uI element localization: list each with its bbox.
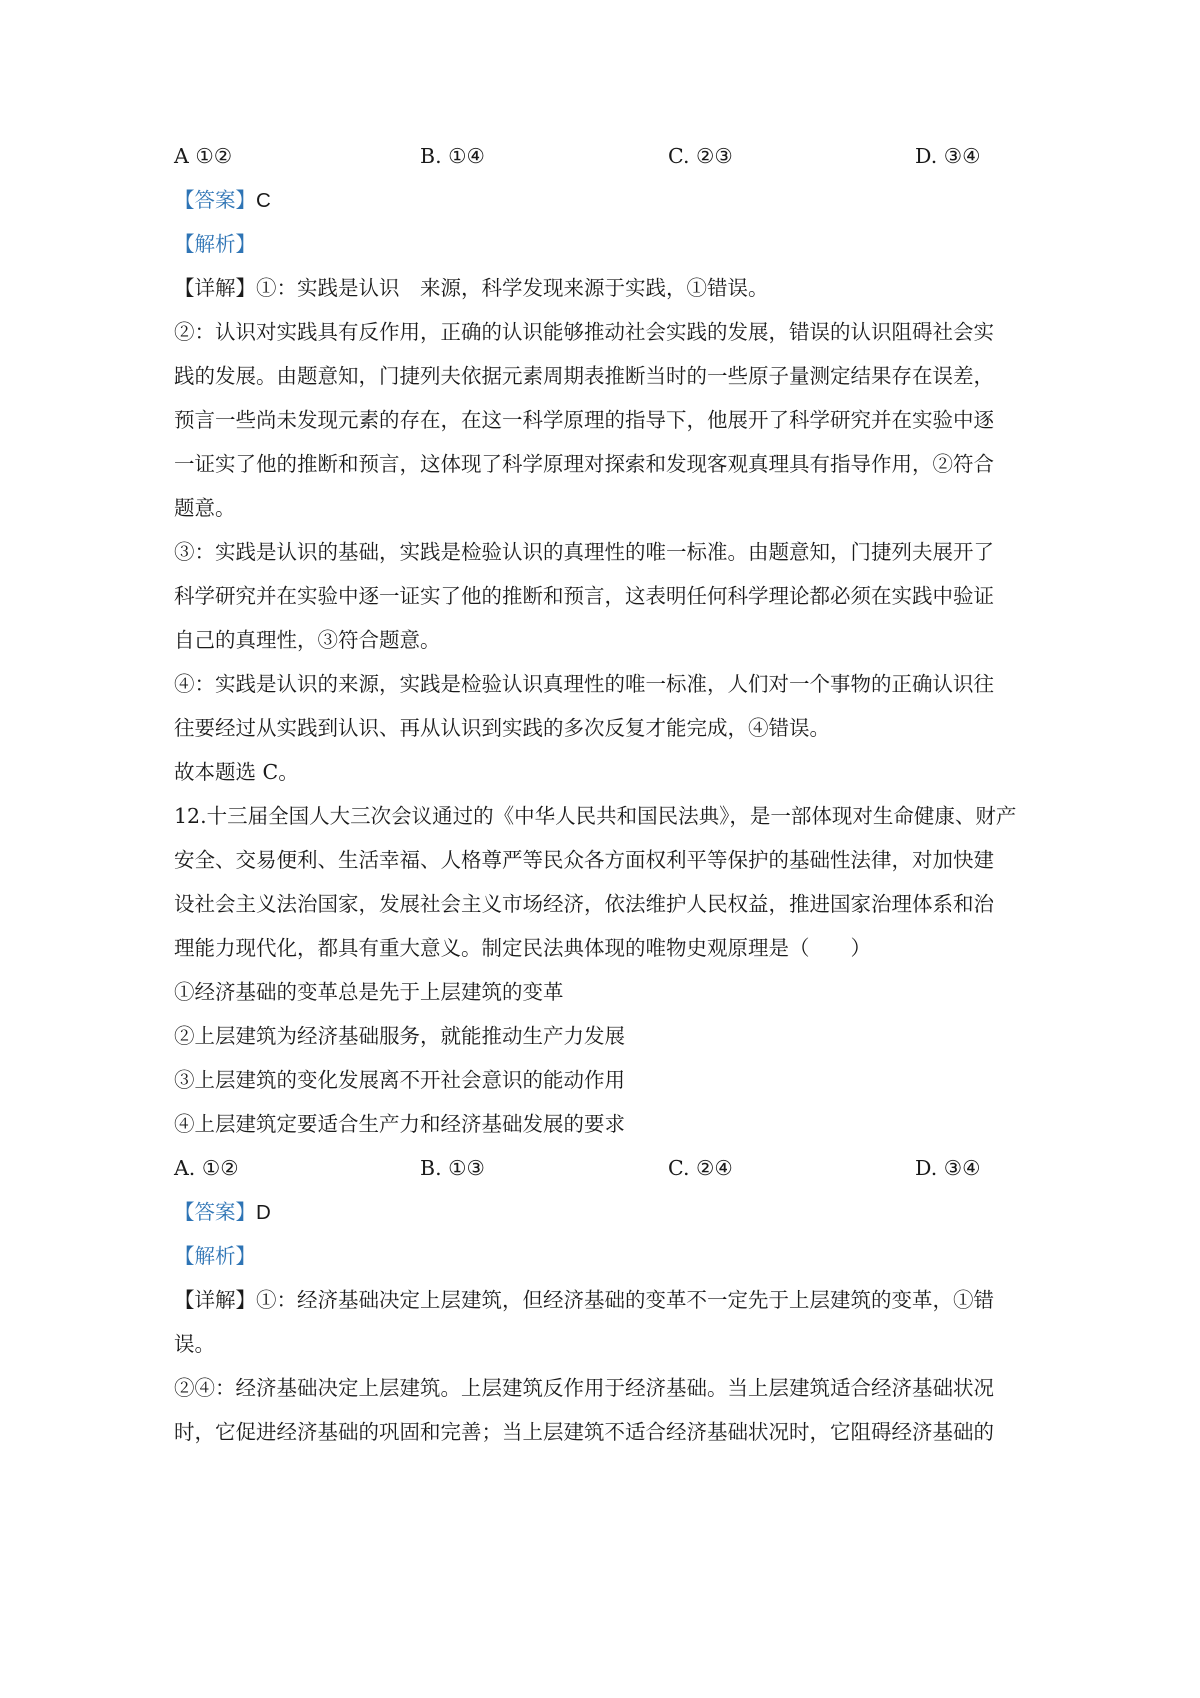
q11-detail-line: ②：认识对实践具有反作用，正确的认识能够推动社会实践的发展，错误的认识阻碍社会实 (174, 320, 994, 344)
q11-option-a: A ①② (174, 144, 233, 168)
q12-analysis-label: 【解析】 (174, 1244, 256, 1268)
q11-detail-line: 【详解】①：实践是认识 来源，科学发现来源于实践，①错误。 (174, 276, 769, 300)
q12-option-c: C. ②④ (668, 1156, 733, 1180)
q12-detail-line: 【详解】①：经济基础决定上层建筑，但经济基础的变革不一定先于上层建筑的变革，①错 (174, 1288, 994, 1312)
q11-detail-line: ③：实践是认识的基础，实践是检验认识的真理性的唯一标准。由题意知，门捷列夫展开了 (174, 540, 994, 564)
q12-answer (174, 1199, 1054, 1226)
q12-option-d: D. ③④ (915, 1156, 981, 1180)
q12-option-b: B. ①③ (420, 1156, 485, 1180)
q11-detail-line: 科学研究并在实验中逐一证实了他的推断和预言，这表明任何科学理论都必须在实践中验证 (174, 584, 994, 608)
q11-detail-line: 往要经过从实践到认识、再从认识到实践的多次反复才能完成，④错误。 (174, 716, 830, 740)
q12-options (174, 1155, 1054, 1181)
q11-analysis-label: 【解析】 (174, 232, 256, 256)
q12-detail-line: 时，它促进经济基础的巩固和完善；当上层建筑不适合经济基础状况时，它阻碍经济基础的 (174, 1420, 994, 1444)
q12-statement-1: ①经济基础的变革总是先于上层建筑的变革 (174, 980, 564, 1004)
answer-label: 【答案】 (174, 1200, 256, 1224)
q12-stem-line: 设社会主义法治国家，发展社会主义市场经济，依法维护人民权益，推进国家治理体系和治 (174, 892, 994, 916)
q12-statement-2: ②上层建筑为经济基础服务，就能推动生产力发展 (174, 1024, 625, 1048)
answer-label: 【答案】 (174, 188, 256, 212)
q12-detail-line: 误。 (174, 1332, 215, 1356)
q11-option-c: C. ②③ (668, 144, 733, 168)
answer-value: C (256, 189, 271, 212)
q12-stem-line: 12.十三届全国人大三次会议通过的《中华人民共和国民法典》，是一部体现对生命健康、财产 (174, 804, 1017, 828)
q11-detail-line: 践的发展。由题意知，门捷列夫依据元素周期表推断当时的一些原子量测定结果存在误差， (174, 364, 994, 388)
q11-detail-line: ④：实践是认识的来源，实践是检验认识真理性的唯一标准，人们对一个事物的正确认识往 (174, 672, 994, 696)
q11-option-d: D. ③④ (915, 144, 981, 168)
q11-option-b: B. ①④ (420, 144, 485, 168)
q12-option-a: A. ①② (174, 1156, 239, 1180)
q12-statement-3: ③上层建筑的变化发展离不开社会意识的能动作用 (174, 1068, 625, 1092)
q12-stem-line: 安全、交易便利、生活幸福、人格尊严等民众各方面权利平等保护的基础性法律，对加快建 (174, 848, 994, 872)
q11-detail-line: 自己的真理性，③符合题意。 (174, 628, 441, 652)
q11-conclusion: 故本题选 C。 (174, 760, 299, 784)
q11-answer (174, 187, 1054, 214)
q12-detail-line: ②④：经济基础决定上层建筑。上层建筑反作用于经济基础。当上层建筑适合经济基础状况 (174, 1376, 994, 1400)
q12-statement-4: ④上层建筑定要适合生产力和经济基础发展的要求 (174, 1112, 625, 1136)
q11-detail-line: 题意。 (174, 496, 236, 520)
q11-options (174, 143, 1054, 169)
q11-detail-line: 一证实了他的推断和预言，这体现了科学原理对探索和发现客观真理具有指导作用，②符合 (174, 452, 994, 476)
q12-stem-line: 理能力现代化，都具有重大意义。制定民法典体现的唯物史观原理是（ ） (174, 936, 871, 960)
q11-detail-line: 预言一些尚未发现元素的存在，在这一科学原理的指导下，他展开了科学研究并在实验中逐 (174, 408, 994, 432)
answer-value: D (256, 1201, 271, 1224)
